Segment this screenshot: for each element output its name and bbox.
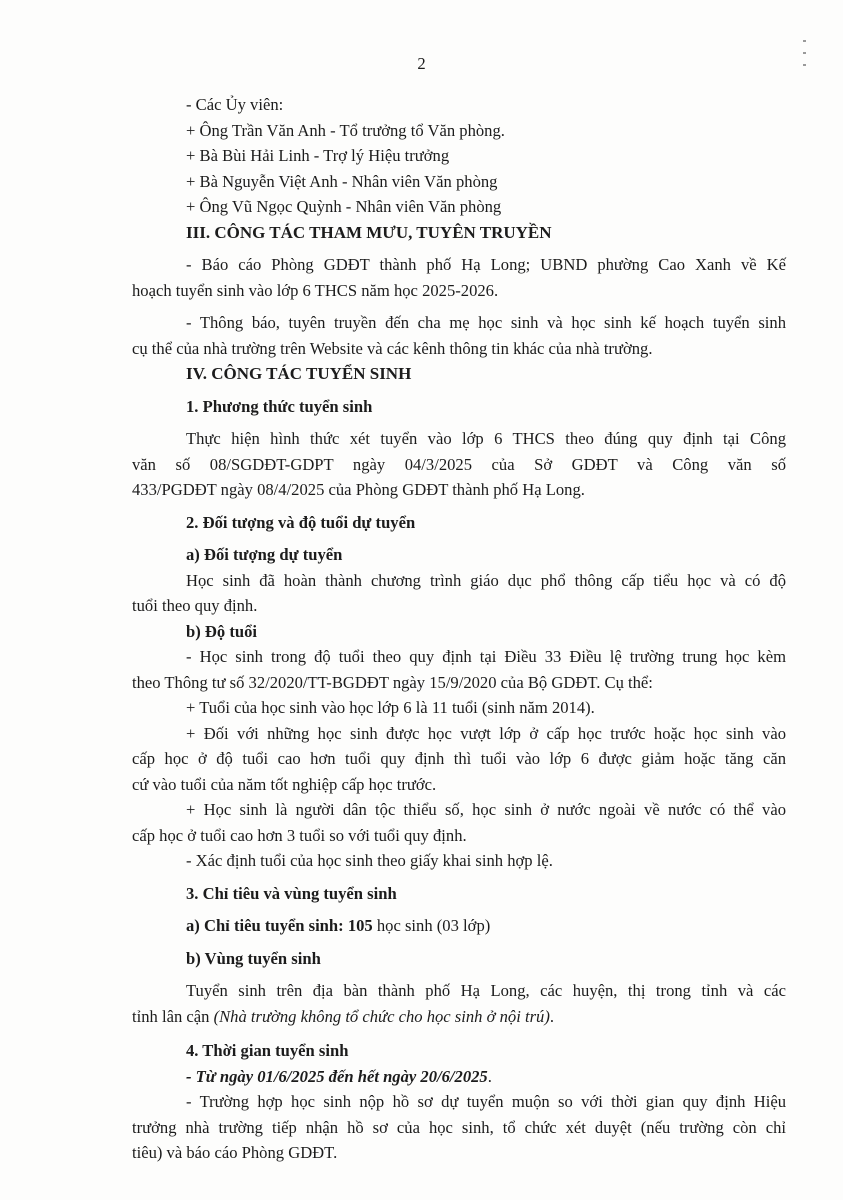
- member-item: + Bà Nguyễn Việt Anh - Nhân viên Văn phòng: [186, 171, 498, 191]
- subsection-2b-para-3-line-3: cứ vào tuổi của năm tốt nghiệp cấp học trước.: [132, 774, 437, 794]
- subsection-4-title: 4. Thời gian tuyển sinh: [186, 1041, 349, 1060]
- section-3-paragraph-2-line-1: - Thông báo, tuyên truyền đến cha mẹ học sinh và học sinh kế hoạch tuyển sinh: [186, 313, 786, 332]
- subsection-1-line-2: văn số 08/SGDĐT-GDPT ngày 04/3/2025 của Sở GDĐT và Công văn số: [132, 454, 786, 474]
- page-number: 2: [417, 54, 426, 73]
- quota-label: a) Chỉ tiêu tuyển sinh: 105: [186, 916, 373, 935]
- subsection-2b-para-1-line-1: - Học sinh trong độ tuổi theo quy định tại Điều 33 Điều lệ trường trung học kèm: [186, 647, 786, 666]
- subsection-2a-title: a) Đối tượng dự tuyển: [186, 545, 343, 564]
- region-text: tỉnh lân cận: [132, 1006, 214, 1026]
- subsection-4-para-line-3: tiêu) và báo cáo Phòng GDĐT.: [132, 1143, 338, 1162]
- enrollment-dates: [186, 1064, 786, 1090]
- subsection-2a-line-1: Học sinh đã hoàn thành chương trình giáo dục phổ thông cấp tiểu học và có độ: [186, 570, 786, 590]
- boarding-note: (Nhà trường không tổ chức cho học sinh ở nội trú): [213, 1006, 550, 1026]
- section-4-title: IV. CÔNG TÁC TUYỂN SINH: [186, 364, 412, 383]
- subsection-2b-para-3-line-2: cấp học ở độ tuổi cao hơn tuổi quy định thì tuổi vào lớp 6 được giảm hoặc tăng căn: [132, 749, 786, 768]
- date-end: .: [487, 1066, 492, 1086]
- region-end: .: [549, 1006, 555, 1026]
- subsection-1-line-1: Thực hiện hình thức xét tuyển vào lớp 6 THCS theo đúng quy định tại Công: [186, 429, 786, 448]
- subsection-2b-para-2: + Tuổi của học sinh vào học lớp 6 là 11 tuổi (sinh năm 2014).: [186, 698, 595, 717]
- section-3-title: III. CÔNG TÁC THAM MƯU, TUYÊN TRUYỀN: [186, 222, 552, 242]
- section-3-paragraph-2-line-2: cụ thể của nhà trường trên Website và các kênh thông tin khác của nhà trường.: [132, 338, 653, 358]
- subsection-2b-para-4-line-2: cấp học ở tuổi cao hơn 3 tuổi so với tuổi quy định.: [132, 825, 467, 845]
- subsection-4-para-line-1: - Trường hợp học sinh nộp hồ sơ dự tuyển muộn so với thời gian quy định Hiệu: [186, 1092, 786, 1111]
- date-range: - Từ ngày 01/6/2025 đến hết ngày 20/6/2025: [186, 1066, 488, 1086]
- subsection-4-para-line-2: trưởng nhà trường tiếp nhận hồ sơ của học sinh, tổ chức xét duyệt (nếu trường còn chỉ: [132, 1117, 786, 1137]
- subsection-2b-para-5: - Xác định tuổi của học sinh theo giấy khai sinh hợp lệ.: [186, 851, 553, 870]
- member-item: + Ông Vũ Ngọc Quỳnh - Nhân viên Văn phòng: [186, 197, 502, 216]
- member-item: + Ông Trần Văn Anh - Tổ trưởng tổ Văn phòng.: [186, 120, 505, 140]
- subsection-2b-para-4-line-1: + Học sinh là người dân tộc thiểu số, học sinh ở nước ngoài về nước có thể vào: [186, 800, 786, 819]
- subsection-3b-line-2: [132, 1004, 786, 1030]
- subsection-1-line-3: 433/PGDĐT ngày 08/4/2025 của Phòng GDĐT thành phố Hạ Long.: [132, 480, 585, 499]
- subsection-2b-para-1-line-2: theo Thông tư số 32/2020/TT-BGDĐT ngày 15/9/2020 của Bộ GDĐT. Cụ thể:: [132, 672, 653, 692]
- member-item: + Bà Bùi Hải Linh - Trợ lý Hiệu trưởng: [186, 146, 450, 165]
- section-3-paragraph-1-line-1: - Báo cáo Phòng GDĐT thành phố Hạ Long; UBND phường Cao Xanh về Kế: [186, 255, 786, 274]
- subsection-2b-title: b) Độ tuổi: [186, 621, 257, 641]
- subsection-3b-line-1: Tuyển sinh trên địa bàn thành phố Hạ Long, các huyện, thị trong tỉnh và các: [186, 981, 786, 1000]
- subsection-3-title: 3. Chỉ tiêu và vùng tuyển sinh: [186, 883, 397, 903]
- subsection-2a-line-2: tuổi theo quy định.: [132, 596, 258, 615]
- subsection-1-title: 1. Phương thức tuyển sinh: [186, 396, 373, 416]
- subsection-3a: [186, 913, 786, 939]
- members-heading: - Các Ủy viên:: [186, 95, 284, 114]
- document-body: [132, 92, 786, 1166]
- quota-detail: học sinh (03 lớp): [372, 916, 491, 935]
- subsection-2-title: 2. Đối tượng và độ tuổi dự tuyển: [186, 512, 416, 532]
- subsection-3b-title: b) Vùng tuyển sinh: [186, 948, 321, 968]
- section-3-paragraph-1-line-2: hoạch tuyển sinh vào lớp 6 THCS năm học 2025-2026.: [132, 280, 499, 300]
- subsection-2b-para-3-line-1: + Đối với những học sinh được học vượt lớp ở cấp học trước hoặc học sinh vào: [186, 723, 786, 743]
